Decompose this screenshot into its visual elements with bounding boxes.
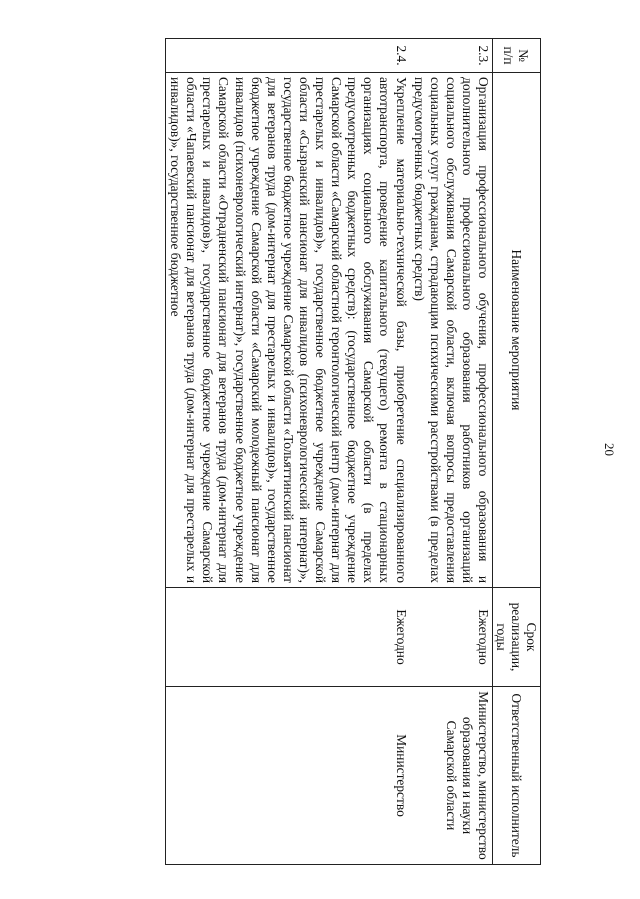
row-number: 2.4. [166,39,410,73]
row-term: Ежегодно [166,588,410,687]
page-number: 20 [602,443,617,456]
row-number: 2.3. [410,39,493,73]
row-executor: Министерство, министерство образования и науки Самарской области [410,687,493,865]
header-number: № п/п [493,39,541,73]
row-measure-name: Организация профессионального обучения, профессионального образования и дополнительного профессионального образования работников организаций социального обслуживания Самарской области, включая вопросы предоставления социальных услуг гражданам, страдающим психическими расстройствами (в пределах предусмотренных бюджетных средств) [410,73,493,588]
header-executor: Ответственный исполнитель [493,687,541,865]
table-row [410,39,493,865]
row-executor: Министерство [166,687,410,865]
table-header-row [493,39,541,865]
header-term: Срок реализации, годы [493,588,541,687]
row-measure-name: Укрепление материально-технической базы, приобретение специализированного автотранспорта, проведение капитального (текущего) ремонта в стационарных организациях социального обслуживания Самарской области (в пределах предусмотренных бюджетных средств): (государственное бюджетное учреждение Самарской области «Самарский областной геронтологический центр (дом-интернат для престарелых и инвалидов)», государственное бюджетное учреждение Самарской области «Сызранский пансионат для инвалидов (психоневрологический интернат)», государственное бюджетное учреждение Самарской области «Тольяттинский пансионат для ветеранов труда (дом-интернат для престарелых и инвалидов)», государственное бюджетное учреждение Самарской области «Самарский молодежный пансионат для инвалидов (психоневрологический интернат)», государственное бюджетное учреждение Самарской области «Отрадненский пансионат для ветеранов труда (дом-интернат для престарелых и инвалидов)», государственное бюджетное учреждение Самарской области «Чапаевский пансионат для ветеранов труда (дом-интернат для престарелых и инвалидов)», государственное бюджетное [166,73,410,588]
measures-table [165,38,541,865]
header-name: Наименование мероприятия [493,73,541,588]
row-term: Ежегодно [410,588,493,687]
table-row [166,39,410,865]
